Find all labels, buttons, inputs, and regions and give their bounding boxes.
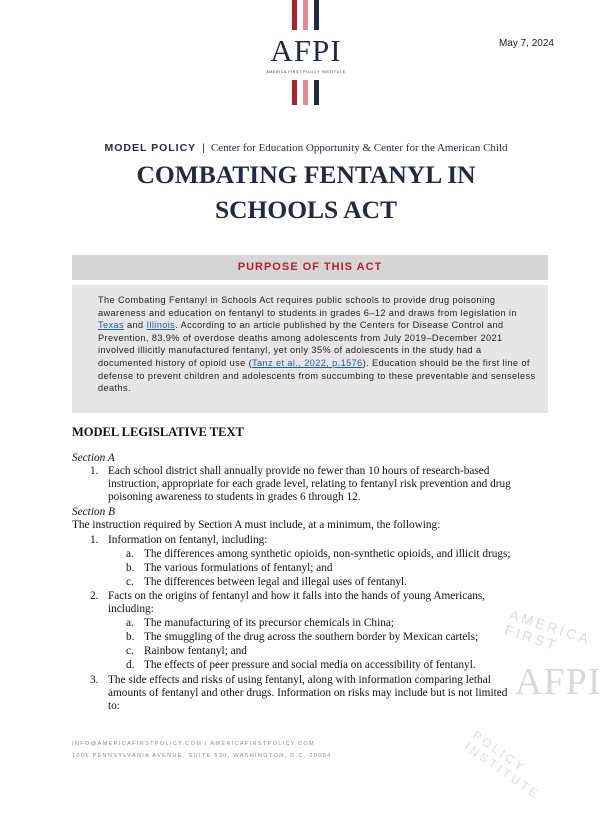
policy-separator: | [202, 142, 205, 154]
footer-contact: INFO@AMERICAFIRSTPOLICY.COM | AMERICAFIRSTPOLICY.COM [72, 741, 315, 747]
link-citation[interactable]: Tanz et al., 2022, p.1576 [252, 357, 363, 368]
section-a-item-line-2: instruction, appropriate for each grade level, relating to fentanyl risk prevention and drug [108, 478, 511, 490]
item-3-text [108, 674, 548, 713]
item-1-sub-b-letter: b. [126, 562, 135, 574]
item-1-sub-c-text: The differences between legal and illegal uses of fentanyl. [144, 576, 407, 588]
logo-wordmark: AFPI [270, 33, 342, 68]
logo-stripe-top-red [292, 0, 297, 30]
section-a-item-line-3: poisoning awareness to students in grades 6 through 12. [108, 491, 361, 503]
item-2-line-1: Facts on the origins of fentanyl and how it falls into the hands of young Americans, [108, 590, 486, 602]
page-title [0, 157, 612, 227]
section-b-label: Section B [72, 506, 115, 518]
logo-stripe-top-navy [314, 0, 319, 30]
item-1-sub-b-text: The various formulations of fentanyl; and [144, 562, 333, 574]
purpose-heading: PURPOSE OF THIS ACT [237, 261, 383, 273]
section-a-item-line-1: Each school district shall annually provide no fewer than 10 hours of research-based [108, 465, 490, 477]
link-illinois[interactable]: Illinois [146, 320, 176, 331]
item-3-line-2: amounts of fentanyl and other drugs. Information on risks may include but is not limited [108, 687, 508, 699]
section-a-number: 1. [90, 465, 99, 477]
legislative-heading: MODEL LEGISLATIVE TEXT [72, 425, 244, 439]
item-1-sub-a-letter: a. [126, 548, 134, 560]
watermark-arc-top: AMERICA FIRST [502, 606, 593, 654]
item-1-number: 1. [90, 534, 99, 546]
item-2-sub-c-letter: c. [126, 645, 134, 657]
link-texas[interactable]: Texas [98, 320, 124, 331]
title-line-2: SCHOOLS ACT [214, 195, 398, 224]
title-line-1: COMBATING FENTANYL IN [136, 160, 476, 189]
logo-subtitle: AMERICA FIRST POLICY INSTITUTE [266, 70, 346, 74]
logo-stripe-bottom-navy [314, 80, 319, 105]
item-2-sub-d-text: The effects of peer pressure and social media on accessibility of fentanyl. [144, 659, 476, 671]
item-2-sub-a-text: The manufacturing of its precursor chemicals in China; [144, 617, 395, 629]
purpose-heading-bar [72, 255, 548, 280]
footer-address: 1001 PENNSYLVANIA AVENUE, SUITE 530, WASHINGTON, D.C. 20004 [72, 753, 332, 759]
item-1-sub-c-letter: c. [126, 576, 134, 588]
item-2-number: 2. [90, 590, 99, 602]
logo-stripe-top-light [303, 0, 308, 30]
policy-centers: Center for Education Opportunity & Center for the American Child [210, 142, 508, 154]
purpose-text-c: . According to an article published by the Centers for Disease Control and Prevention, 83.9% of overdose deaths among adolescents from July 2019–December 2021 involved illicitly manufactured fentanyl, yet only 35% of adolescents in the study had a documented history of opioid use ( [98, 320, 504, 368]
logo-stripe-bottom-red [292, 80, 297, 105]
item-2-sub-c-text: Rainbow fentanyl; and [144, 645, 247, 657]
item-2-text [108, 590, 548, 616]
item-2-sub-b-text: The smuggling of the drug across the southern border by Mexican cartels; [144, 631, 479, 643]
document-date: May 7, 2024 [498, 38, 554, 49]
purpose-text-b: and [124, 320, 147, 331]
item-1-sub-a-text: The differences among synthetic opioids, non-synthetic opioids, and illicit drugs; [144, 548, 511, 560]
item-1-text: Information on fentanyl, including: [108, 534, 268, 546]
logo-stripe-bottom-light [303, 80, 308, 105]
watermark-logo: AFPI [515, 661, 602, 703]
section-b-intro: The instruction required by Section A must include, at a minimum, the following: [72, 519, 441, 531]
purpose-text [98, 294, 538, 395]
purpose-text-d: ). Education should be the first line of defense to prevent children and adolescents from succumbing to these preventable and senseless deaths. [98, 357, 536, 394]
item-2-line-2: including: [108, 603, 154, 615]
item-3-number: 3. [90, 674, 99, 686]
watermark-arc-bottom: POLICY INSTITUTE [461, 728, 543, 802]
policy-kind: MODEL POLICY [104, 142, 197, 154]
item-2-sub-d-letter: d. [126, 659, 135, 671]
section-a-label: Section A [72, 452, 115, 464]
policy-line [0, 142, 612, 154]
item-2-sub-a-letter: a. [126, 617, 134, 629]
section-a-item [108, 465, 548, 504]
purpose-box [72, 285, 548, 413]
item-3-line-1: The side effects and risks of using fentanyl, along with information comparing lethal [108, 674, 491, 686]
item-2-sub-b-letter: b. [126, 631, 135, 643]
item-3-line-3: to: [108, 700, 120, 712]
purpose-text-a: The Combating Fentanyl in Schools Act requires public schools to provide drug poisoning awareness and education on fentanyl to students in grades 6–12 and draws from legislation in [98, 295, 517, 318]
